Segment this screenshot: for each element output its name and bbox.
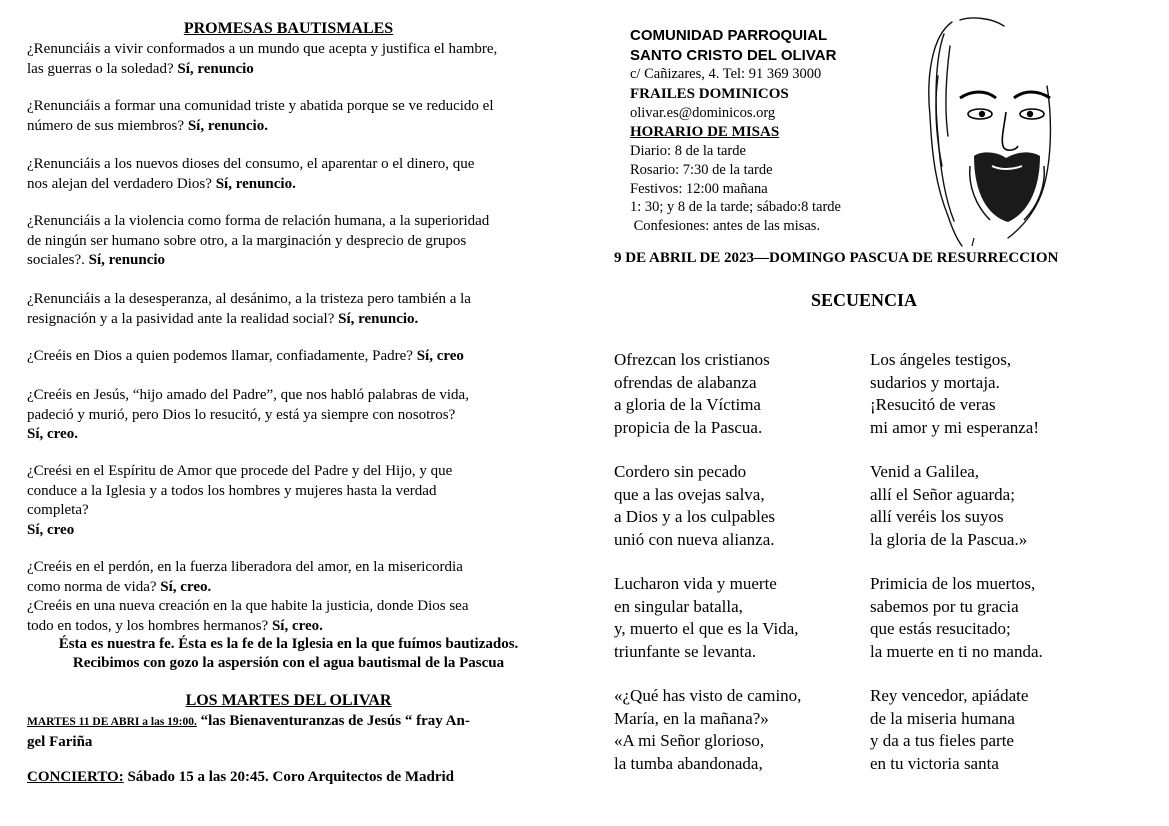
question-text: ¿Renunciáis a vivir conformados a un mundo que acepta y justifica el hambre, las guerras o la soledad? xyxy=(27,41,498,77)
promise-question xyxy=(27,347,567,367)
question-answer: Sí, renuncio xyxy=(88,252,166,268)
schedule-line: Festivos: 12:00 mañana xyxy=(630,180,768,197)
question-text: ¿Creési en el Espíritu de Amor que procede del Padre y del Hijo, y que conduce a la Iglesia y a todos los hombres y mujeres hasta la verdad completa? xyxy=(27,463,453,518)
schedule-line: Diario: 8 de la tarde xyxy=(630,143,746,159)
question-answer: Sí, renuncio xyxy=(177,60,254,77)
question-text: ¿Creéis en el perdón, en la fuerza liberadora del amor, en la misericordia como norma de vida? xyxy=(27,559,463,595)
question-text: ¿Renunciáis a los nuevos dioses del consumo, el aparentar o el dinero, que nos alejan del verdadero Dios? xyxy=(27,156,475,192)
aspersion-statement: Recibimos con gozo la aspersión con el agua bautismal de la Pascua xyxy=(72,655,505,671)
martes-text: “las Bienaventuranzas de Jesús “ fray An- xyxy=(196,713,470,729)
martes-text-cont: gel Fariña xyxy=(27,733,93,750)
verse-stanza: Venid a Galilea, allí el Señor aguarda; allí veréis los suyos la gloria de la Pascua.» xyxy=(870,462,1028,549)
question-text: ¿Renunciáis a formar una comunidad triste y abatida porque se ve reducido el número de sus miembros? xyxy=(27,98,494,134)
promise-question xyxy=(27,40,567,79)
question-answer: Sí, creo. xyxy=(160,578,212,595)
baptismal-promises-title: PROMESAS BAUTISMALES xyxy=(183,20,394,37)
promise-question xyxy=(27,212,567,271)
mass-schedule xyxy=(630,142,841,236)
martes-olivar-title: LOS MARTES DEL OLIVAR xyxy=(185,692,392,709)
schedule-line: Confesiones: antes de las misas. xyxy=(630,218,821,235)
parish-name-2: SANTO CRISTO DEL OLIVAR xyxy=(630,47,837,64)
christ-face-illustration xyxy=(912,16,1062,248)
question-text: ¿Creéis en Jesús, “hijo amado del Padre”, que nos habló palabras de vida, padeció y murió, pero Dios lo resucitó, y está ya siempre con nosotros? xyxy=(27,387,469,423)
question-answer: Sí, renuncio. xyxy=(215,175,296,192)
parish-address: c/ Cañizares, 4. Tel: 91 369 3000 xyxy=(630,66,822,82)
concert-event xyxy=(27,768,567,788)
promise-question xyxy=(27,386,567,445)
concert-text: Sábado 15 a las 20:45. Coro Arquitectos de Madrid xyxy=(123,769,455,785)
question-answer: Sí, creo xyxy=(416,348,464,364)
question-answer: Sí, creo xyxy=(27,521,75,538)
promise-question xyxy=(27,155,567,194)
verse-stanza: Los ángeles testigos, sudarios y mortaja. ¡Resucitó de veras mi amor y mi esperanza! xyxy=(870,350,1039,437)
schedule-line: 1: 30; y 8 de la tarde; sábado:8 tarde xyxy=(630,199,841,216)
verse-stanza: Lucharon vida y muerte en singular batalla, y, muerto el que es la Vida, triunfante se levanta. xyxy=(614,574,799,661)
parish-name: COMUNIDAD PARROQUIAL xyxy=(630,27,828,44)
sequence-title: SECUENCIA xyxy=(810,290,918,310)
faith-statement: Ésta es nuestra fe. Ésta es la fe de la Iglesia en la que fuímos bautizados. xyxy=(58,636,519,652)
verse-stanza: Ofrezcan los cristianos ofrendas de alabanza a gloria de la Víctima propicia de la Pascua. xyxy=(614,350,770,437)
question-text: ¿Creéis en una nueva creación en la que habite la justicia, donde Dios sea todo en todos, y los hombres hermanos? xyxy=(27,598,469,634)
concert-label: CONCIERTO: xyxy=(27,769,124,785)
verse-stanza: Primicia de los muertos, sabemos por tu gracia que estás resucitado; la muerte en ti no manda. xyxy=(870,574,1043,661)
parish-order: FRAILES DOMINICOS xyxy=(630,86,789,102)
promise-question xyxy=(27,97,567,136)
martes-event xyxy=(27,712,557,752)
mass-schedule-title: HORARIO DE MISAS xyxy=(630,124,780,140)
promise-question xyxy=(27,290,567,329)
schedule-line: Rosario: 7:30 de la tarde xyxy=(630,161,773,178)
verse-stanza: Cordero sin pecado que a las ovejas salva, a Dios y a los culpables unió con nueva alianza. xyxy=(614,462,775,549)
verse-stanza: «¿Qué has visto de camino, María, en la mañana?» «A mi Señor glorioso, la tumba abandonada, xyxy=(614,686,802,773)
question-answer: Sí, renuncio. xyxy=(187,117,268,134)
question-text: ¿Renunciáis a la violencia como forma de relación humana, a la superioridad de ningún ser humano sobre otro, a la marginación y desprecio de grupos sociales?. xyxy=(27,213,490,268)
question-answer: Sí, renuncio. xyxy=(338,310,419,327)
parish-email: olivar.es@dominicos.org xyxy=(630,105,776,121)
question-text: ¿Renunciáis a la desesperanza, al desánimo, a la tristeza pero también a la resignación y a la pasividad ante la realidad social? xyxy=(27,291,471,327)
promise-question xyxy=(27,558,567,597)
verse-stanza: Rey vencedor, apiádate de la miseria humana y da a tus fieles parte en tu victoria santa xyxy=(870,686,1029,773)
date-line: 9 DE ABRIL DE 2023—DOMINGO PASCUA DE RESURRECCION xyxy=(614,250,1059,266)
question-text: ¿Creéis en Dios a quien podemos llamar, confiadamente, Padre? xyxy=(27,348,417,364)
promise-question xyxy=(27,597,567,636)
martes-date: MARTES 11 DE ABRI a las 19:00. xyxy=(27,716,197,728)
question-answer: Sí, creo. xyxy=(271,617,323,634)
promise-question xyxy=(27,462,567,540)
question-answer: Sí, creo. xyxy=(27,426,78,442)
